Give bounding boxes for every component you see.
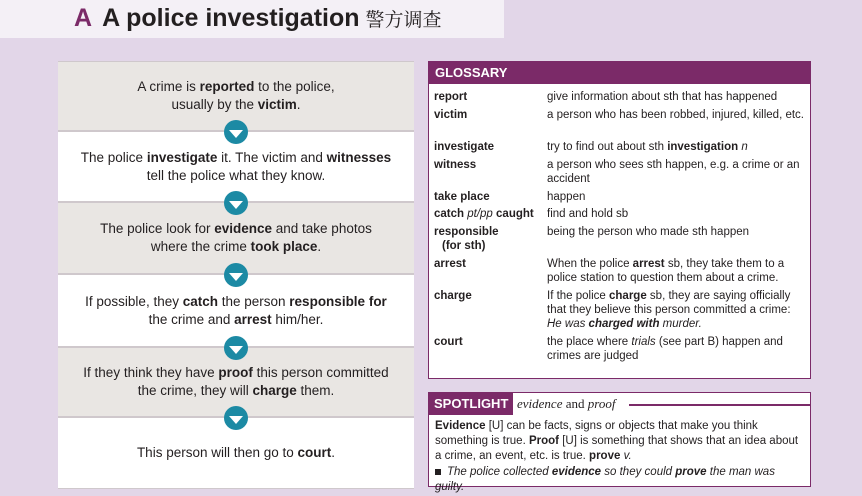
flow-step-evidence: The police look for evidence and take photos where the crime took place.	[58, 202, 414, 274]
flow-step-report: A crime is reported to the police, usually by the victim.	[58, 61, 414, 131]
spotlight-header	[429, 393, 810, 415]
flow-step-charge: If they think they have proof this person committed the crime, they will charge them.	[58, 347, 414, 417]
flow-step-investigate: The police investigate it. The victim and witnesses tell the police what they know.	[58, 131, 414, 202]
title-chinese: 警方调查	[365, 10, 442, 31]
glossary-panel: GLOSSARY report give information about sth that has happened victim a person who has been robbed, injured, killed, etc. investigate try to find out about sth investigation n witness a person who sees sth happen, e.g. a crime or an accident take place happen catch pt/pp caught find and hold sb responsible (for sth) being the person who made sth happen arrest When the police arrest sb, they take them to a police station to question them about a crime. charge If the police charge sb, they are saying officially that they believe this person committed a crime: He was charged with murder. court the place where trials (see part B) happen and crimes are judged	[428, 61, 811, 379]
bullet-square-icon	[435, 469, 441, 475]
chevron-down-icon	[224, 263, 248, 287]
section-letter: A	[74, 4, 93, 32]
chevron-down-icon	[224, 120, 248, 144]
chevron-down-icon	[224, 191, 248, 215]
spotlight-heading: SPOTLIGHT	[429, 393, 513, 415]
page-title	[74, 4, 442, 33]
spotlight-panel	[428, 392, 811, 493]
spotlight-example: The police collected evidence so they could prove the man was guilty.	[435, 466, 775, 493]
flow-step-arrest: If possible, they catch the person responsible for the crime and arrest him/her.	[58, 274, 414, 347]
spotlight-subtitle: evidence and proof	[517, 396, 616, 411]
chevron-down-icon	[224, 336, 248, 360]
chevron-down-icon	[224, 406, 248, 430]
title-text: A police investigation	[102, 4, 360, 32]
glossary-heading: GLOSSARY	[429, 62, 810, 84]
spotlight-divider	[629, 404, 810, 406]
spotlight-body: Evidence [U] can be facts, signs or objects that make you think something is true. Proof [U] is something that shows that an idea about a crime, an event, etc. is true. prove v. The police collected evidence so they could prove the man was guilty.	[429, 415, 810, 495]
flow-step-court: This person will then go to court.	[58, 417, 414, 489]
